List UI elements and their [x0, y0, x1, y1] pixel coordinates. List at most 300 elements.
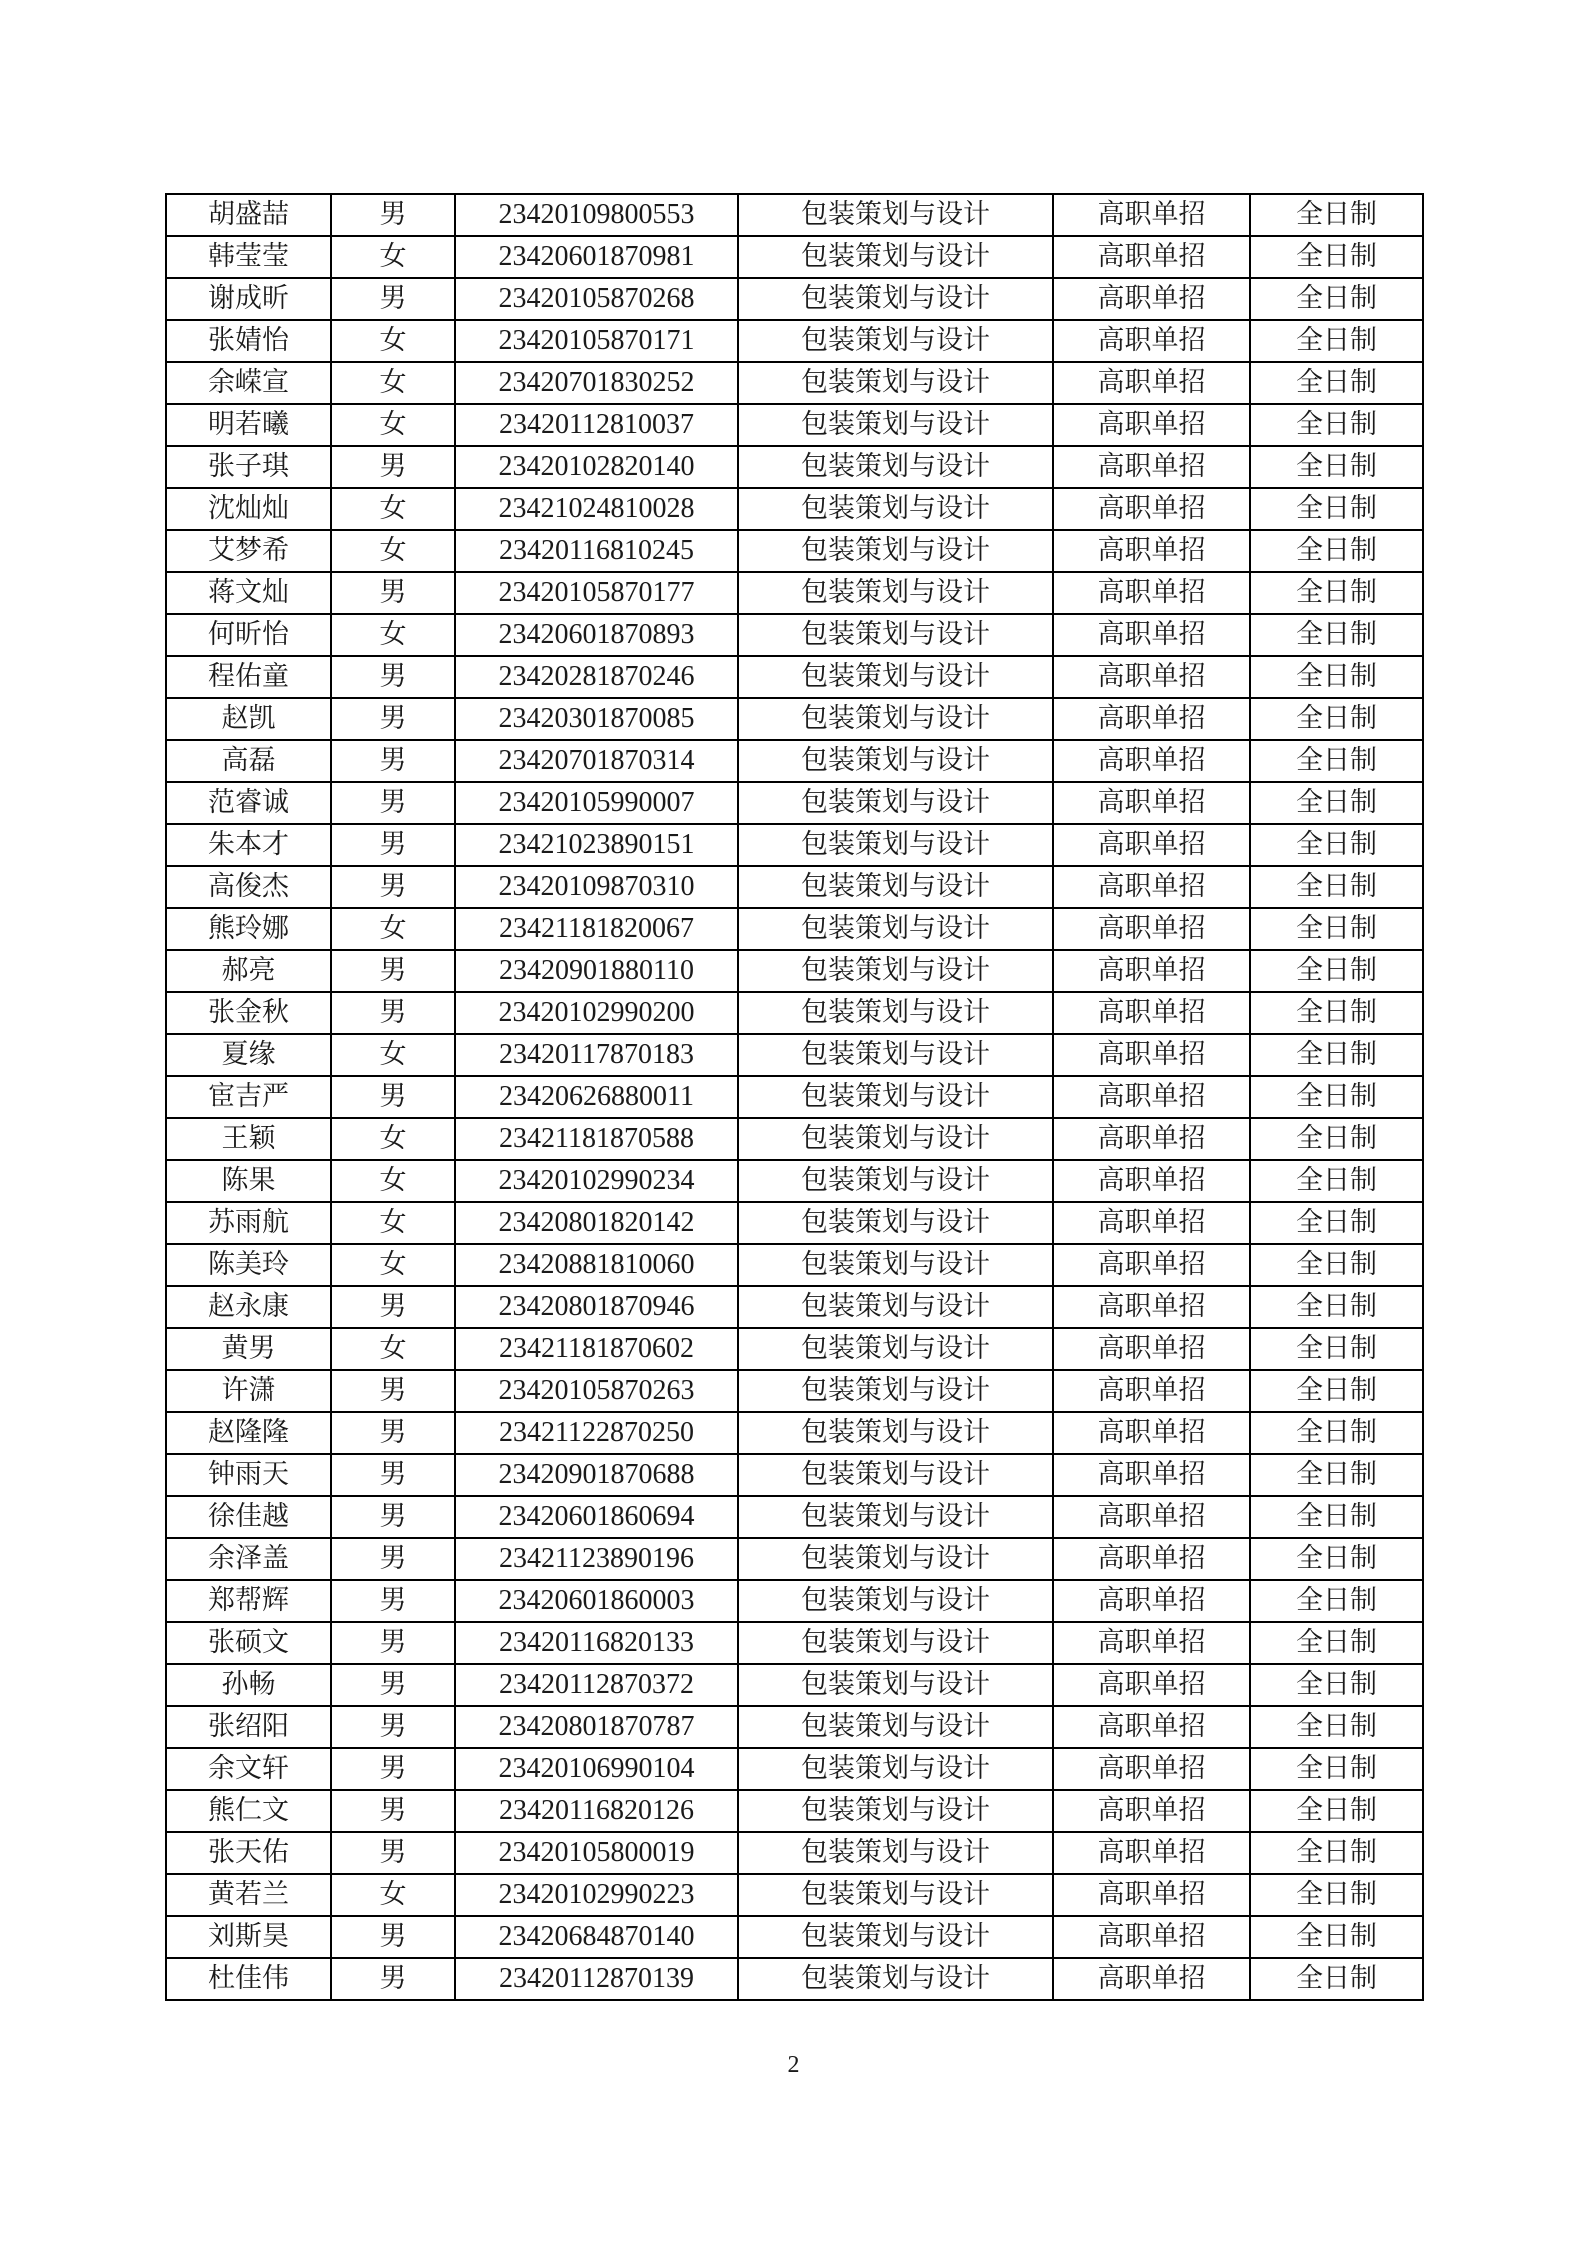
study-mode-cell: 全日制	[1250, 698, 1423, 740]
student-name-cell: 余文轩	[166, 1748, 331, 1790]
table-row	[166, 1580, 1423, 1622]
study-mode-cell: 全日制	[1250, 1202, 1423, 1244]
student-name-cell: 赵隆隆	[166, 1412, 331, 1454]
gender-cell: 女	[331, 404, 455, 446]
exam-id-cell: 23420102990234	[455, 1160, 738, 1202]
admission-type-cell: 高职单招	[1053, 1370, 1250, 1412]
admission-type-cell: 高职单招	[1053, 782, 1250, 824]
exam-id-cell: 23420105800019	[455, 1832, 738, 1874]
table-row	[166, 950, 1423, 992]
table-row	[166, 1496, 1423, 1538]
gender-cell: 男	[331, 824, 455, 866]
major-cell: 包装策划与设计	[738, 530, 1053, 572]
study-mode-cell: 全日制	[1250, 1412, 1423, 1454]
study-mode-cell: 全日制	[1250, 1580, 1423, 1622]
gender-cell: 女	[331, 1034, 455, 1076]
study-mode-cell: 全日制	[1250, 320, 1423, 362]
gender-cell: 女	[331, 1244, 455, 1286]
admission-type-cell: 高职单招	[1053, 1118, 1250, 1160]
student-name-cell: 孙畅	[166, 1664, 331, 1706]
student-name-cell: 余嵘宣	[166, 362, 331, 404]
table-row	[166, 362, 1423, 404]
major-cell: 包装策划与设计	[738, 1916, 1053, 1958]
student-name-cell: 高俊杰	[166, 866, 331, 908]
exam-id-cell: 23420901880110	[455, 950, 738, 992]
gender-cell: 女	[331, 1874, 455, 1916]
study-mode-cell: 全日制	[1250, 908, 1423, 950]
study-mode-cell: 全日制	[1250, 1874, 1423, 1916]
admission-type-cell: 高职单招	[1053, 1328, 1250, 1370]
major-cell: 包装策划与设计	[738, 950, 1053, 992]
study-mode-cell: 全日制	[1250, 530, 1423, 572]
table-row	[166, 572, 1423, 614]
table-row	[166, 1622, 1423, 1664]
gender-cell: 女	[331, 1160, 455, 1202]
major-cell: 包装策划与设计	[738, 1538, 1053, 1580]
exam-id-cell: 23421024810028	[455, 488, 738, 530]
student-name-cell: 程佑童	[166, 656, 331, 698]
admission-type-cell: 高职单招	[1053, 656, 1250, 698]
student-name-cell: 苏雨航	[166, 1202, 331, 1244]
gender-cell: 男	[331, 1748, 455, 1790]
admission-type-cell: 高职单招	[1053, 194, 1250, 236]
major-cell: 包装策划与设计	[738, 488, 1053, 530]
gender-cell: 女	[331, 1328, 455, 1370]
gender-cell: 男	[331, 446, 455, 488]
admission-type-cell: 高职单招	[1053, 1958, 1250, 2000]
exam-id-cell: 23420102990223	[455, 1874, 738, 1916]
major-cell: 包装策划与设计	[738, 1790, 1053, 1832]
major-cell: 包装策划与设计	[738, 740, 1053, 782]
exam-id-cell: 23420684870140	[455, 1916, 738, 1958]
exam-id-cell: 23420801870946	[455, 1286, 738, 1328]
exam-id-cell: 23420109800553	[455, 194, 738, 236]
admission-type-cell: 高职单招	[1053, 446, 1250, 488]
study-mode-cell: 全日制	[1250, 1118, 1423, 1160]
study-mode-cell: 全日制	[1250, 1076, 1423, 1118]
study-mode-cell: 全日制	[1250, 278, 1423, 320]
exam-id-cell: 23420105870171	[455, 320, 738, 362]
table-row	[166, 1706, 1423, 1748]
exam-id-cell: 23420601870981	[455, 236, 738, 278]
exam-id-cell: 23420117870183	[455, 1034, 738, 1076]
student-name-cell: 张天佑	[166, 1832, 331, 1874]
admission-type-cell: 高职单招	[1053, 572, 1250, 614]
student-name-cell: 赵凯	[166, 698, 331, 740]
exam-id-cell: 23420106990104	[455, 1748, 738, 1790]
exam-id-cell: 23420281870246	[455, 656, 738, 698]
table-row	[166, 740, 1423, 782]
gender-cell: 女	[331, 1202, 455, 1244]
student-roster-table	[165, 193, 1424, 2001]
study-mode-cell: 全日制	[1250, 992, 1423, 1034]
admission-type-cell: 高职单招	[1053, 740, 1250, 782]
major-cell: 包装策划与设计	[738, 1958, 1053, 2000]
gender-cell: 男	[331, 1496, 455, 1538]
admission-type-cell: 高职单招	[1053, 1454, 1250, 1496]
admission-type-cell: 高职单招	[1053, 1664, 1250, 1706]
major-cell: 包装策划与设计	[738, 1118, 1053, 1160]
study-mode-cell: 全日制	[1250, 1832, 1423, 1874]
table-row	[166, 908, 1423, 950]
exam-id-cell: 23421181870588	[455, 1118, 738, 1160]
major-cell: 包装策划与设计	[738, 1748, 1053, 1790]
table-row	[166, 446, 1423, 488]
gender-cell: 女	[331, 236, 455, 278]
major-cell: 包装策划与设计	[738, 1412, 1053, 1454]
exam-id-cell: 23420109870310	[455, 866, 738, 908]
exam-id-cell: 23420116820133	[455, 1622, 738, 1664]
major-cell: 包装策划与设计	[738, 1244, 1053, 1286]
student-name-cell: 熊仁文	[166, 1790, 331, 1832]
gender-cell: 男	[331, 572, 455, 614]
student-name-cell: 王颖	[166, 1118, 331, 1160]
student-name-cell: 张婧怡	[166, 320, 331, 362]
exam-id-cell: 23420112870372	[455, 1664, 738, 1706]
exam-id-cell: 23420105990007	[455, 782, 738, 824]
study-mode-cell: 全日制	[1250, 1538, 1423, 1580]
admission-type-cell: 高职单招	[1053, 1160, 1250, 1202]
study-mode-cell: 全日制	[1250, 194, 1423, 236]
major-cell: 包装策划与设计	[738, 1160, 1053, 1202]
study-mode-cell: 全日制	[1250, 362, 1423, 404]
admission-type-cell: 高职单招	[1053, 1244, 1250, 1286]
admission-type-cell: 高职单招	[1053, 1748, 1250, 1790]
admission-type-cell: 高职单招	[1053, 1076, 1250, 1118]
major-cell: 包装策划与设计	[738, 572, 1053, 614]
student-name-cell: 明若曦	[166, 404, 331, 446]
admission-type-cell: 高职单招	[1053, 362, 1250, 404]
study-mode-cell: 全日制	[1250, 1496, 1423, 1538]
gender-cell: 男	[331, 1538, 455, 1580]
admission-type-cell: 高职单招	[1053, 1706, 1250, 1748]
admission-type-cell: 高职单招	[1053, 824, 1250, 866]
admission-type-cell: 高职单招	[1053, 1916, 1250, 1958]
gender-cell: 男	[331, 698, 455, 740]
table-row	[166, 1370, 1423, 1412]
gender-cell: 女	[331, 614, 455, 656]
major-cell: 包装策划与设计	[738, 1706, 1053, 1748]
gender-cell: 男	[331, 1958, 455, 2000]
gender-cell: 女	[331, 362, 455, 404]
major-cell: 包装策划与设计	[738, 236, 1053, 278]
gender-cell: 男	[331, 1286, 455, 1328]
exam-id-cell: 23420112870139	[455, 1958, 738, 2000]
table-row	[166, 782, 1423, 824]
student-name-cell: 范睿诚	[166, 782, 331, 824]
study-mode-cell: 全日制	[1250, 1790, 1423, 1832]
admission-type-cell: 高职单招	[1053, 1286, 1250, 1328]
major-cell: 包装策划与设计	[738, 362, 1053, 404]
major-cell: 包装策划与设计	[738, 992, 1053, 1034]
exam-id-cell: 23420116820126	[455, 1790, 738, 1832]
gender-cell: 男	[331, 1622, 455, 1664]
exam-id-cell: 23420102990200	[455, 992, 738, 1034]
admission-type-cell: 高职单招	[1053, 1412, 1250, 1454]
admission-type-cell: 高职单招	[1053, 1790, 1250, 1832]
student-name-cell: 张子琪	[166, 446, 331, 488]
admission-type-cell: 高职单招	[1053, 908, 1250, 950]
admission-type-cell: 高职单招	[1053, 1202, 1250, 1244]
table-row	[166, 1412, 1423, 1454]
admission-type-cell: 高职单招	[1053, 404, 1250, 446]
gender-cell: 女	[331, 908, 455, 950]
admission-type-cell: 高职单招	[1053, 1496, 1250, 1538]
gender-cell: 男	[331, 782, 455, 824]
admission-type-cell: 高职单招	[1053, 992, 1250, 1034]
student-name-cell: 黄若兰	[166, 1874, 331, 1916]
table-row	[166, 1202, 1423, 1244]
admission-type-cell: 高职单招	[1053, 530, 1250, 572]
exam-id-cell: 23420105870268	[455, 278, 738, 320]
student-name-cell: 余泽盖	[166, 1538, 331, 1580]
study-mode-cell: 全日制	[1250, 1286, 1423, 1328]
table-row	[166, 698, 1423, 740]
major-cell: 包装策划与设计	[738, 782, 1053, 824]
table-row	[166, 488, 1423, 530]
student-name-cell: 郝亮	[166, 950, 331, 992]
major-cell: 包装策划与设计	[738, 278, 1053, 320]
student-name-cell: 谢成昕	[166, 278, 331, 320]
table-row	[166, 1328, 1423, 1370]
study-mode-cell: 全日制	[1250, 1622, 1423, 1664]
table-row	[166, 1034, 1423, 1076]
exam-id-cell: 23421023890151	[455, 824, 738, 866]
student-name-cell: 刘斯昊	[166, 1916, 331, 1958]
student-name-cell: 张绍阳	[166, 1706, 331, 1748]
admission-type-cell: 高职单招	[1053, 320, 1250, 362]
study-mode-cell: 全日制	[1250, 782, 1423, 824]
gender-cell: 男	[331, 1832, 455, 1874]
major-cell: 包装策划与设计	[738, 1328, 1053, 1370]
major-cell: 包装策划与设计	[738, 866, 1053, 908]
gender-cell: 男	[331, 1412, 455, 1454]
table-row	[166, 656, 1423, 698]
table-row	[166, 1160, 1423, 1202]
exam-id-cell: 23420801870787	[455, 1706, 738, 1748]
study-mode-cell: 全日制	[1250, 446, 1423, 488]
exam-id-cell: 23420601870893	[455, 614, 738, 656]
student-name-cell: 陈美玲	[166, 1244, 331, 1286]
major-cell: 包装策划与设计	[738, 1286, 1053, 1328]
gender-cell: 男	[331, 1076, 455, 1118]
exam-id-cell: 23420601860003	[455, 1580, 738, 1622]
table-row	[166, 1748, 1423, 1790]
major-cell: 包装策划与设计	[738, 1832, 1053, 1874]
study-mode-cell: 全日制	[1250, 1244, 1423, 1286]
study-mode-cell: 全日制	[1250, 1160, 1423, 1202]
admission-type-cell: 高职单招	[1053, 236, 1250, 278]
gender-cell: 男	[331, 1580, 455, 1622]
exam-id-cell: 23421181870602	[455, 1328, 738, 1370]
gender-cell: 男	[331, 656, 455, 698]
exam-id-cell: 23420301870085	[455, 698, 738, 740]
study-mode-cell: 全日制	[1250, 866, 1423, 908]
admission-type-cell: 高职单招	[1053, 278, 1250, 320]
table-row	[166, 194, 1423, 236]
gender-cell: 女	[331, 530, 455, 572]
major-cell: 包装策划与设计	[738, 1496, 1053, 1538]
student-name-cell: 钟雨天	[166, 1454, 331, 1496]
exam-id-cell: 23420105870177	[455, 572, 738, 614]
study-mode-cell: 全日制	[1250, 1958, 1423, 2000]
study-mode-cell: 全日制	[1250, 1916, 1423, 1958]
gender-cell: 男	[331, 866, 455, 908]
major-cell: 包装策划与设计	[738, 698, 1053, 740]
exam-id-cell: 23420801820142	[455, 1202, 738, 1244]
admission-type-cell: 高职单招	[1053, 614, 1250, 656]
page-number: 2	[787, 2052, 800, 2078]
gender-cell: 女	[331, 1118, 455, 1160]
student-name-cell: 张硕文	[166, 1622, 331, 1664]
student-name-cell: 宦吉严	[166, 1076, 331, 1118]
gender-cell: 男	[331, 278, 455, 320]
exam-id-cell: 23421181820067	[455, 908, 738, 950]
gender-cell: 男	[331, 1664, 455, 1706]
table-row	[166, 1664, 1423, 1706]
study-mode-cell: 全日制	[1250, 1748, 1423, 1790]
student-name-cell: 朱本才	[166, 824, 331, 866]
admission-type-cell: 高职单招	[1053, 866, 1250, 908]
admission-type-cell: 高职单招	[1053, 1580, 1250, 1622]
study-mode-cell: 全日制	[1250, 614, 1423, 656]
student-name-cell: 许潇	[166, 1370, 331, 1412]
study-mode-cell: 全日制	[1250, 1034, 1423, 1076]
gender-cell: 男	[331, 1790, 455, 1832]
major-cell: 包装策划与设计	[738, 1454, 1053, 1496]
exam-id-cell: 23420701830252	[455, 362, 738, 404]
major-cell: 包装策划与设计	[738, 194, 1053, 236]
gender-cell: 男	[331, 1454, 455, 1496]
student-name-cell: 蒋文灿	[166, 572, 331, 614]
admission-type-cell: 高职单招	[1053, 1034, 1250, 1076]
major-cell: 包装策划与设计	[738, 656, 1053, 698]
student-name-cell: 张金秋	[166, 992, 331, 1034]
exam-id-cell: 23420701870314	[455, 740, 738, 782]
major-cell: 包装策划与设计	[738, 824, 1053, 866]
study-mode-cell: 全日制	[1250, 1454, 1423, 1496]
gender-cell: 男	[331, 1916, 455, 1958]
student-name-cell: 韩莹莹	[166, 236, 331, 278]
table-row	[166, 1958, 1423, 2000]
exam-id-cell: 23421122870250	[455, 1412, 738, 1454]
student-name-cell: 郑帮辉	[166, 1580, 331, 1622]
student-name-cell: 艾梦希	[166, 530, 331, 572]
exam-id-cell: 23420112810037	[455, 404, 738, 446]
gender-cell: 男	[331, 1706, 455, 1748]
study-mode-cell: 全日制	[1250, 1706, 1423, 1748]
gender-cell: 男	[331, 950, 455, 992]
study-mode-cell: 全日制	[1250, 572, 1423, 614]
major-cell: 包装策划与设计	[738, 1622, 1053, 1664]
table-row	[166, 614, 1423, 656]
table-row	[166, 1832, 1423, 1874]
table-row	[166, 1244, 1423, 1286]
exam-id-cell: 23420116810245	[455, 530, 738, 572]
admission-type-cell: 高职单招	[1053, 698, 1250, 740]
major-cell: 包装策划与设计	[738, 446, 1053, 488]
exam-id-cell: 23420102820140	[455, 446, 738, 488]
major-cell: 包装策划与设计	[738, 320, 1053, 362]
table-row	[166, 1874, 1423, 1916]
major-cell: 包装策划与设计	[738, 1664, 1053, 1706]
study-mode-cell: 全日制	[1250, 950, 1423, 992]
major-cell: 包装策划与设计	[738, 908, 1053, 950]
gender-cell: 男	[331, 992, 455, 1034]
major-cell: 包装策划与设计	[738, 1580, 1053, 1622]
admission-type-cell: 高职单招	[1053, 1622, 1250, 1664]
major-cell: 包装策划与设计	[738, 404, 1053, 446]
table-row	[166, 1454, 1423, 1496]
exam-id-cell: 23420105870263	[455, 1370, 738, 1412]
study-mode-cell: 全日制	[1250, 1328, 1423, 1370]
table-row	[166, 1916, 1423, 1958]
student-name-cell: 胡盛喆	[166, 194, 331, 236]
study-mode-cell: 全日制	[1250, 236, 1423, 278]
table-row	[166, 1118, 1423, 1160]
study-mode-cell: 全日制	[1250, 656, 1423, 698]
gender-cell: 女	[331, 320, 455, 362]
major-cell: 包装策划与设计	[738, 1370, 1053, 1412]
roster-body	[166, 194, 1423, 2000]
table-row	[166, 530, 1423, 572]
major-cell: 包装策划与设计	[738, 1202, 1053, 1244]
gender-cell: 男	[331, 1370, 455, 1412]
admission-type-cell: 高职单招	[1053, 1874, 1250, 1916]
student-name-cell: 黄男	[166, 1328, 331, 1370]
table-row	[166, 824, 1423, 866]
student-name-cell: 徐佳越	[166, 1496, 331, 1538]
admission-type-cell: 高职单招	[1053, 950, 1250, 992]
student-name-cell: 夏缘	[166, 1034, 331, 1076]
exam-id-cell: 23421123890196	[455, 1538, 738, 1580]
table-row	[166, 1286, 1423, 1328]
gender-cell: 男	[331, 194, 455, 236]
major-cell: 包装策划与设计	[738, 1034, 1053, 1076]
gender-cell: 男	[331, 740, 455, 782]
study-mode-cell: 全日制	[1250, 824, 1423, 866]
table-row	[166, 992, 1423, 1034]
gender-cell: 女	[331, 488, 455, 530]
student-name-cell: 沈灿灿	[166, 488, 331, 530]
table-row	[166, 1790, 1423, 1832]
exam-id-cell: 23420626880011	[455, 1076, 738, 1118]
admission-type-cell: 高职单招	[1053, 488, 1250, 530]
student-name-cell: 赵永康	[166, 1286, 331, 1328]
table-row	[166, 866, 1423, 908]
exam-id-cell: 23420601860694	[455, 1496, 738, 1538]
student-name-cell: 熊玲娜	[166, 908, 331, 950]
major-cell: 包装策划与设计	[738, 614, 1053, 656]
study-mode-cell: 全日制	[1250, 1370, 1423, 1412]
major-cell: 包装策划与设计	[738, 1874, 1053, 1916]
exam-id-cell: 23420901870688	[455, 1454, 738, 1496]
student-name-cell: 杜佳伟	[166, 1958, 331, 2000]
student-name-cell: 何昕怡	[166, 614, 331, 656]
table-row	[166, 404, 1423, 446]
student-name-cell: 陈果	[166, 1160, 331, 1202]
study-mode-cell: 全日制	[1250, 488, 1423, 530]
table-row	[166, 236, 1423, 278]
table-row	[166, 278, 1423, 320]
student-name-cell: 高磊	[166, 740, 331, 782]
study-mode-cell: 全日制	[1250, 1664, 1423, 1706]
major-cell: 包装策划与设计	[738, 1076, 1053, 1118]
table-row	[166, 1538, 1423, 1580]
admission-type-cell: 高职单招	[1053, 1832, 1250, 1874]
table-row	[166, 320, 1423, 362]
admission-type-cell: 高职单招	[1053, 1538, 1250, 1580]
